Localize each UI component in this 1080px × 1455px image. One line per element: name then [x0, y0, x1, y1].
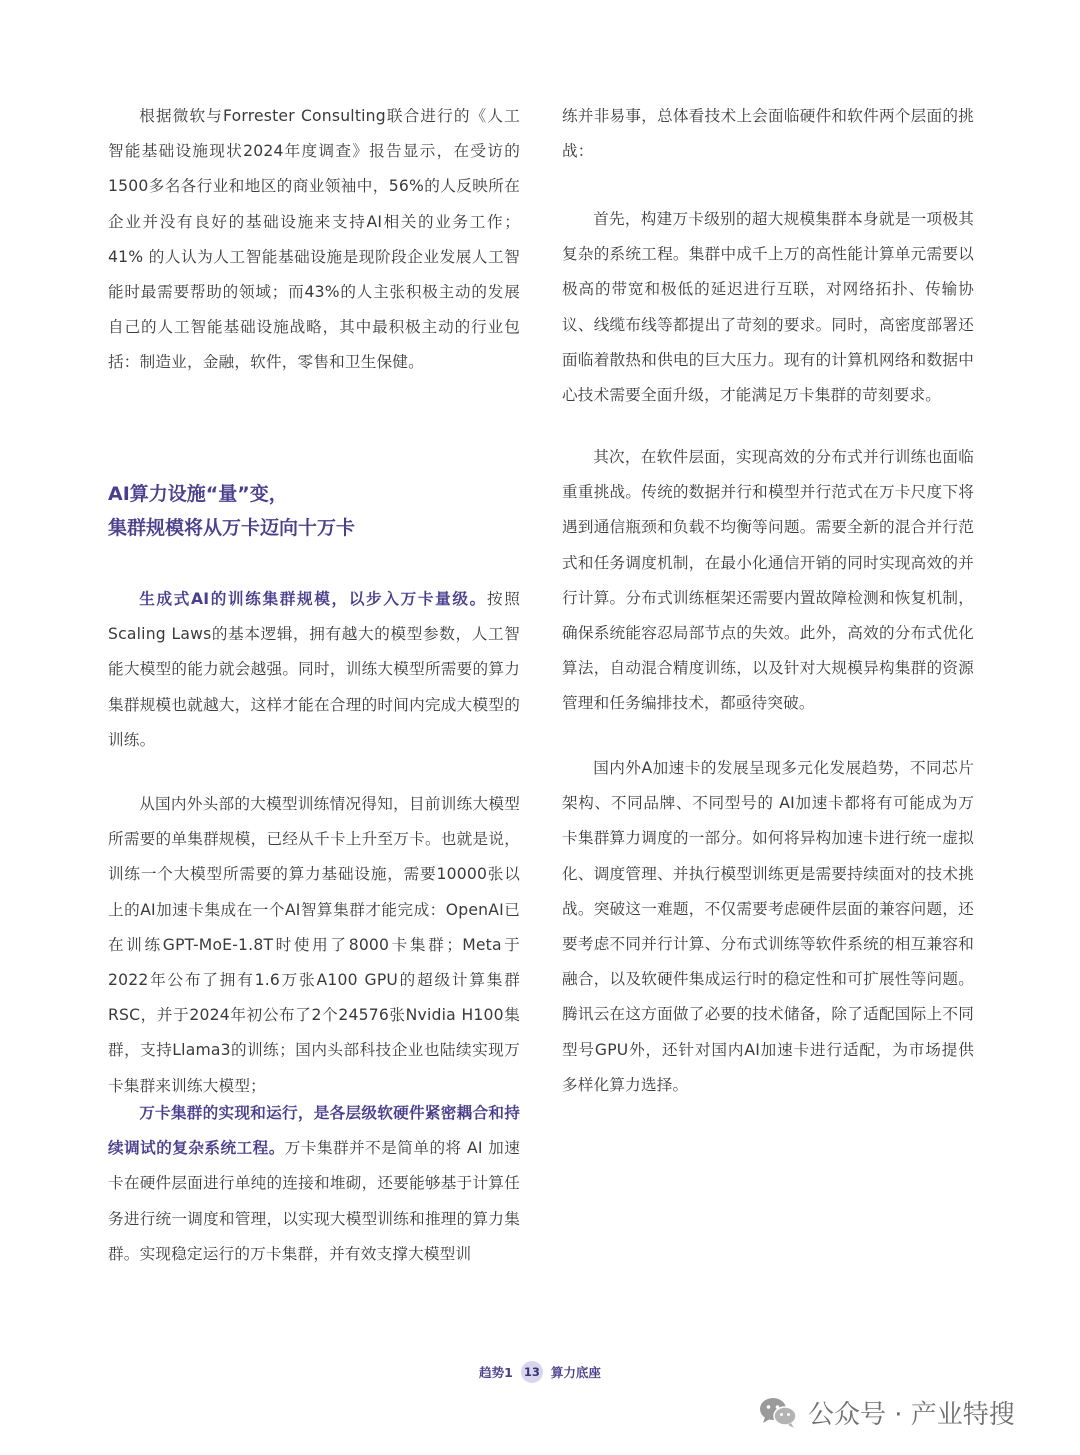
- page-number-badge: 13: [521, 1361, 543, 1383]
- heterogeneous-accelerator-paragraph: 国内外A加速卡的发展呈现多元化发展趋势，不同芯片架构、不同品牌、不同型号的 AI加速卡都将有可能成为万卡集群算力调度的一部分。如何将异构加速卡进行统一虚拟化、调度管理、并执行模型训练更是需要持续面对的技术挑战。突破这一难题，不仅需要考虑硬件层面的兼容问题，还要考虑不同并行计算、分布式训练等软件系统的相互兼容和融合，以及软硬件集成运行时的稳定性和可扩展性等问题。腾讯云在这方面做了必要的技术储备，除了适配国际上不同型号GPU外，还针对国内AI加速卡进行适配，为市场提供多样化算力选择。: [562, 759, 974, 1094]
- watermark: [758, 1392, 1015, 1432]
- system-paragraph-body: 万卡集群并不是简单的将 AI 加速卡在硬件层面进行单纯的连接和堆砌，还要能够基于计算任务进行统一调度和管理，以实现大模型训练和推理的算力集群。实现稳定运行的万卡集群，并有效支撑大模型训: [108, 1139, 520, 1263]
- system-paragraph-lead: 万卡集群的实现和运行，是各层级软硬件紧密耦合和持续调试的复杂系统工程。: [108, 1104, 520, 1158]
- software-challenge-paragraph: 其次，在软件层面，实现高效的分布式并行训练也面临重重挑战。传统的数据并行和模型并行范式在万卡尺度下将遇到通信瓶颈和负载不均衡等问题。需要全新的混合并行范式和任务调度机制，在最小化通信开销的同时实现高效的并行计算。分布式训练框架还需要内置故障检测和恢复机制，确保系统能容忍局部节点的失效。此外，高效的分布式优化算法，自动混合精度训练，以及针对大规模异构集群的资源管理和任务编排技术，都亟待突破。: [562, 448, 974, 713]
- footer-chapter-label: 算力底座: [550, 1365, 601, 1380]
- watermark-text: 公众号 · 产业特搜: [808, 1399, 1015, 1430]
- scale-paragraph-lead: 生成式AI的训练集群规模，以步入万卡量级。: [139, 590, 487, 608]
- section-heading-line2: 集群规模将从万卡迈向十万卡: [108, 517, 356, 539]
- system-paragraph: [108, 1096, 520, 1272]
- intro-paragraph: 根据微软与Forrester Consulting联合进行的《人工智能基础设施现状2024年度调查》报告显示，在受访的 1500多名各行业和地区的商业领袖中，56%的人反映所在企业并没有良好的基础设施来支持AI相关的业务工作；41% 的人认为人工智能基础设施是现阶段企业发展人工智能时最需要帮助的领域；而43%的人主张积极主动的发展自己的人工智能基础设施战略，其中最积极主动的行业包括：制造业，金融，软件，零售和卫生保健。: [108, 107, 520, 372]
- wechat-icon: [758, 1395, 798, 1429]
- page-footer: [0, 1360, 1080, 1384]
- industry-paragraph: 从国内外头部的大模型训练情况得知，目前训练大模型所需要的单集群规模，已经从千卡上升至万卡。也就是说，训练一个大模型所需要的算力基础设施，需要10000张以上的AI加速卡集成在一个AI智算集群才能完成：OpenAI已在训练GPT-MoE-1.8T时使用了8000卡集群；Meta于2022年公布了拥有1.6万张A100 GPU的超级计算集群 RSC，并于2024年初公布了2个24576张Nvidia H100集群，支持Llama3的训练；国内头部科技企业也陆续实现万卡集群来训练大模型；: [108, 795, 520, 1095]
- footer-section-label: 趋势1: [479, 1365, 513, 1380]
- scale-paragraph: [108, 582, 520, 758]
- continuation-paragraph: 练并非易事，总体看技术上会面临硬件和软件两个层面的挑战：: [562, 107, 974, 161]
- scale-paragraph-body: 按照Scaling Laws的基本逻辑，拥有越大的模型参数，人工智能大模型的能力就会越强。同时，训练大模型所需要的算力集群规模也就越大，这样才能在合理的时间内完成大模型的训练。: [108, 590, 520, 749]
- section-heading: [108, 477, 528, 545]
- hardware-challenge-paragraph: 首先，构建万卡级别的超大规模集群本身就是一项极其复杂的系统工程。集群中成千上万的高性能计算单元需要以极高的带宽和极低的延迟进行互联，对网络拓扑、传输协议、线缆布线等都提出了苛刻的要求。同时，高密度部署还面临着散热和供电的巨大压力。现有的计算机网络和数据中心技术需要全面升级，才能满足万卡集群的苛刻要求。: [562, 210, 974, 405]
- section-heading-line1: AI算力设施“量”变，: [108, 483, 288, 505]
